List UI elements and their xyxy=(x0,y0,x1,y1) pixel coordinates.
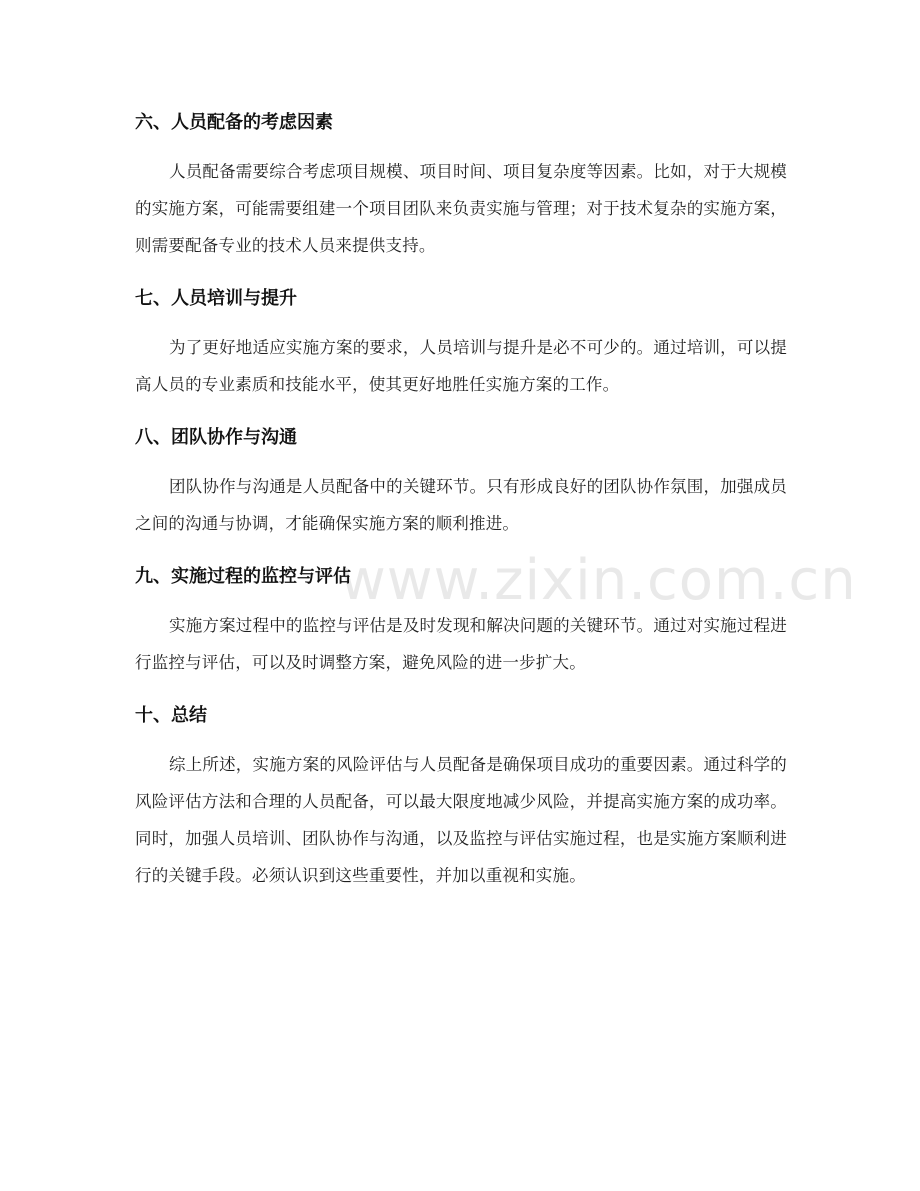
section-heading: 八、团队协作与沟通 xyxy=(135,427,297,448)
section-heading: 九、实施过程的监控与评估 xyxy=(135,566,351,587)
section-heading: 六、人员配备的考虑因素 xyxy=(135,112,333,133)
section-training xyxy=(135,279,787,403)
section-teamwork xyxy=(135,418,787,542)
section-paragraph: 为了更好地适应实施方案的要求，人员培训与提升是必不可少的。通过培训，可以提高人员的专业素质和技能水平，使其更好地胜任实施方案的工作。 xyxy=(135,338,787,394)
section-monitoring xyxy=(135,557,787,681)
section-paragraph: 人员配备需要综合考虑项目规模、项目时间、项目复杂度等因素。比如，对于大规模的实施方案，可能需要组建一个项目团队来负责实施与管理；对于技术复杂的实施方案，则需要配备专业的技术人员来提供支持。 xyxy=(135,162,787,255)
section-summary xyxy=(135,696,787,894)
section-heading: 七、人员培训与提升 xyxy=(135,288,297,309)
section-heading: 十、总结 xyxy=(135,705,207,726)
watermark: www.zixin.com.cn xyxy=(340,548,857,613)
section-paragraph: 综上所述，实施方案的风险评估与人员配备是确保项目成功的重要因素。通过科学的风险评估方法和合理的人员配备，可以最大限度地减少风险，并提高实施方案的成功率。同时，加强人员培训、团队协作与沟通，以及监控与评估实施过程，也是实施方案顺利进行的关键手段。必须认识到这些重要性，并加以重视和实施。 xyxy=(135,755,787,885)
section-paragraph: 实施方案过程中的监控与评估是及时发现和解决问题的关键环节。通过对实施过程进行监控与评估，可以及时调整方案，避免风险的进一步扩大。 xyxy=(135,616,787,672)
document-body xyxy=(135,103,787,909)
section-staffing-factors xyxy=(135,103,787,264)
section-paragraph: 团队协作与沟通是人员配备中的关键环节。只有形成良好的团队协作氛围，加强成员之间的沟通与协调，才能确保实施方案的顺利推进。 xyxy=(135,477,787,533)
